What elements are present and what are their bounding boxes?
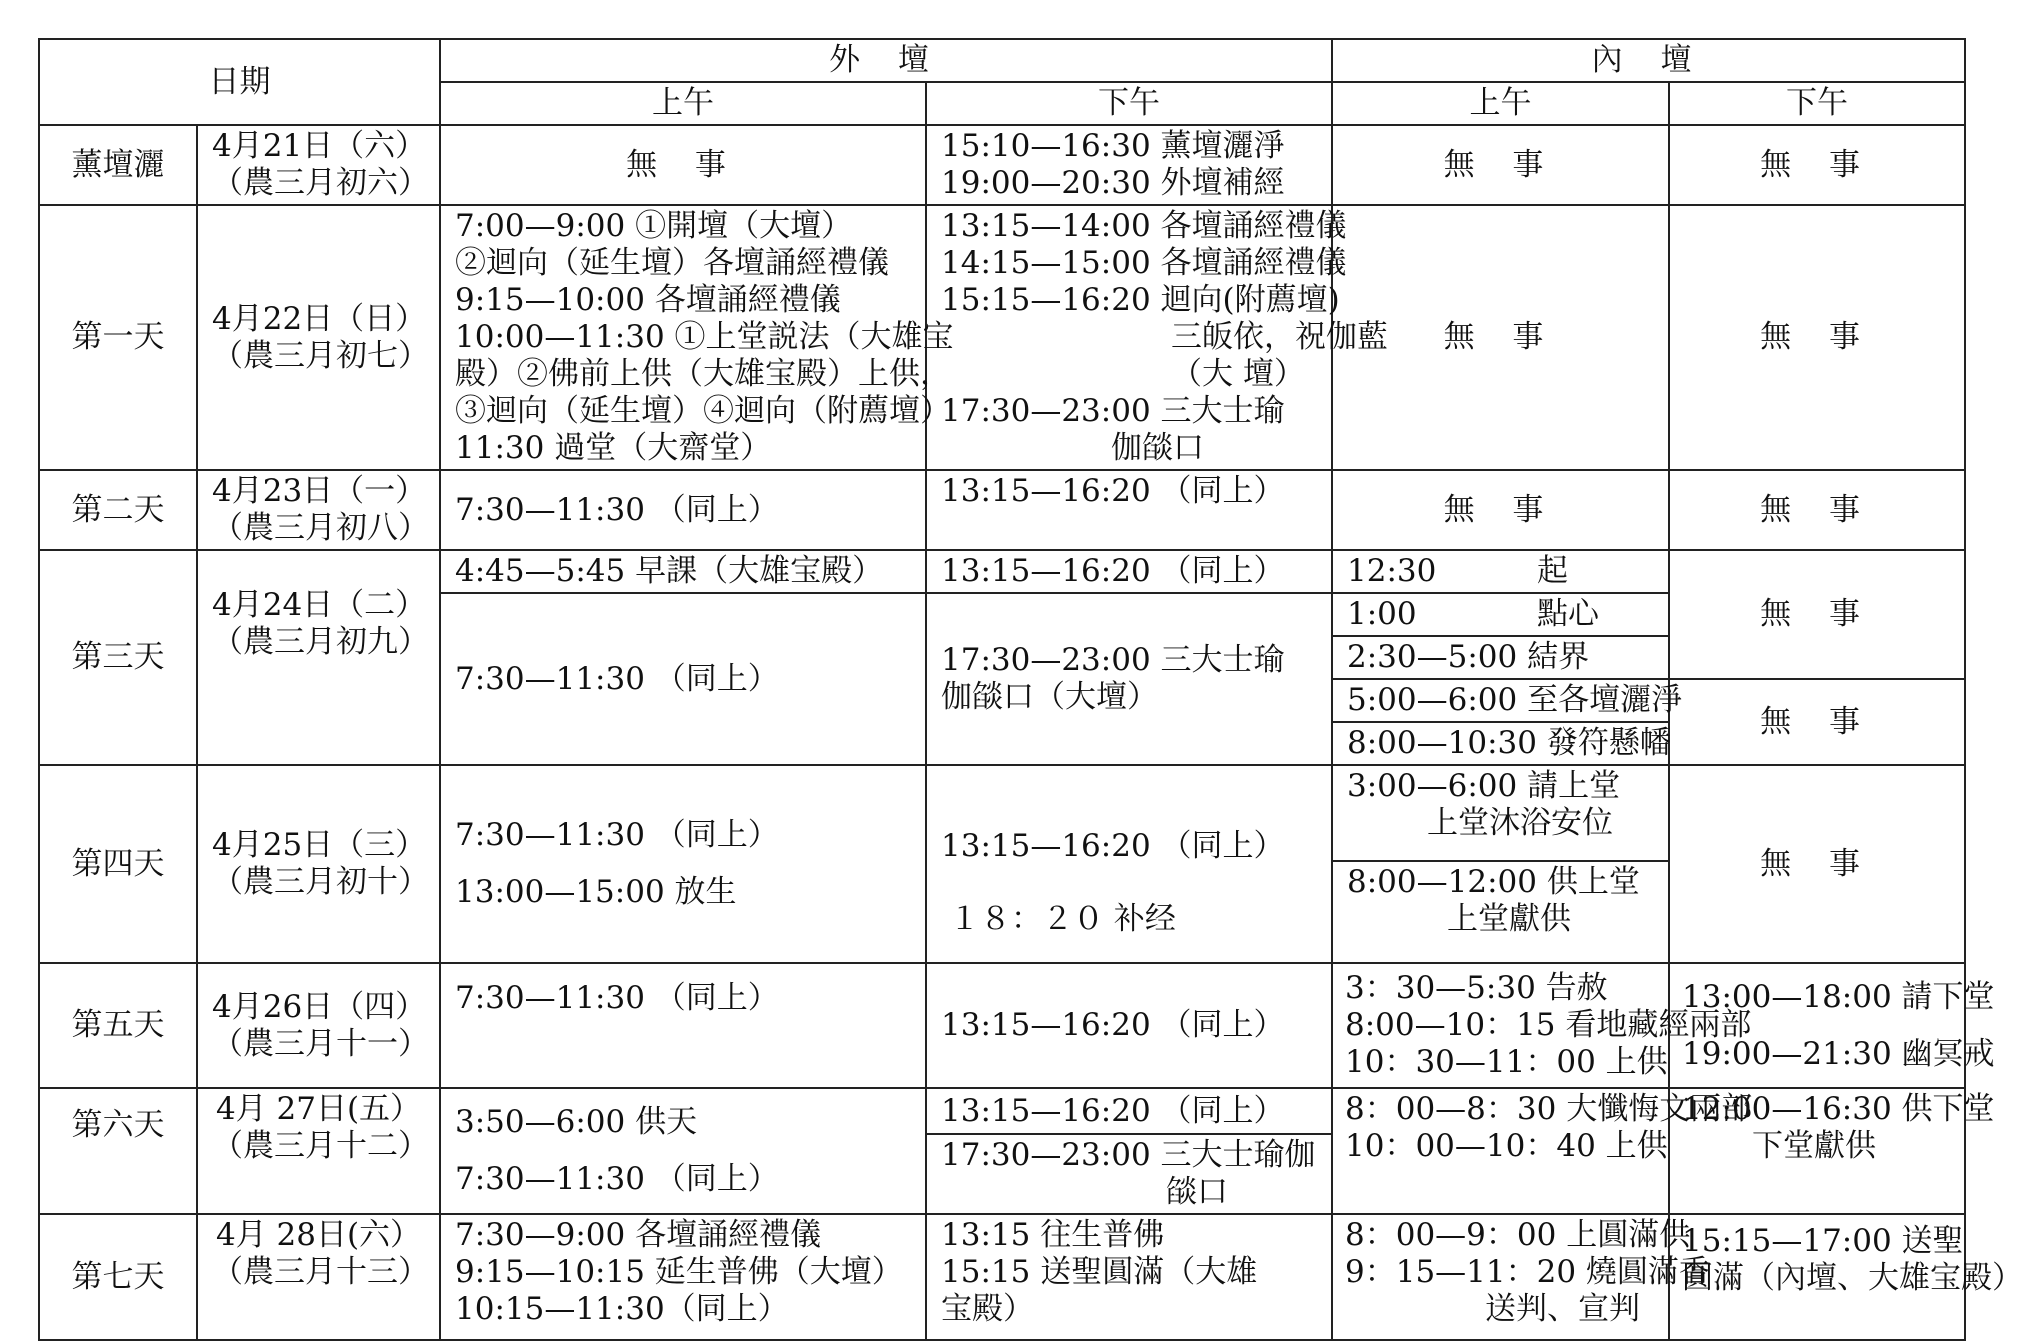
outer-pm-cell: 15:10—16:30 薰壇灑淨 19:00—20:30 外壇補經: [926, 125, 1332, 205]
day-label: 第七天: [39, 1214, 197, 1340]
outer-am-cell: 3:50—6:00 供天 7:30—11:30 （同上）: [440, 1088, 926, 1214]
table-row: [39, 963, 1965, 1088]
outer-am-cell: 7:00—9:00 ①開壇（大壇） ②迴向（延生壇）各壇誦經禮儀 9:15—10:00 各壇誦經禮儀 10:00—11:30 ①上堂説法（大雄宝 殿）②佛前上供（大雄宝殿）上供， ③迴向（延生壇）④迴向（附薦壇） 11:30 過堂（大齋堂）: [440, 205, 926, 470]
inner-am-cell: 8：00—8：30 大懺悔文兩部 10：00—10：40 上供: [1332, 1088, 1669, 1214]
outer-pm-cell: 13:15—14:00 各壇誦經禮儀 14:15—15:00 各壇誦經禮儀 15:15—16:20 迴向(附薦壇) 三皈依，祝伽藍 （大 壇） 17:30—23:00 三大士瑜 伽燄口: [926, 205, 1332, 470]
outer-pm-cell: 13:15—16:20 （同上）: [926, 470, 1332, 550]
day-label: 第三天: [39, 550, 197, 765]
table-row: [39, 205, 1965, 470]
outer-am-cell: 4:45—5:45 早課（大雄宝殿）: [440, 550, 926, 593]
inner-pm-cell: 無 事: [1669, 679, 1965, 765]
inner-pm-cell: 12:00—16:30 供下堂 下堂獻供: [1669, 1088, 1965, 1214]
day-date: 4月 27日(五） （農三月十二）: [197, 1088, 440, 1214]
inner-pm-cell: 無 事: [1669, 765, 1965, 963]
inner-am-cell: 5:00—6:00 至各壇灑淨: [1332, 679, 1669, 722]
inner-pm-cell: 無 事: [1669, 550, 1965, 679]
outer-pm-cell: 13:15—16:20 （同上）: [926, 550, 1332, 593]
outer-am-cell: 7:30—11:30 （同上）: [440, 963, 926, 1088]
ritual-schedule-table: [38, 38, 2023, 1341]
inner-am-cell: 無 事: [1332, 470, 1669, 550]
outer-pm-cell: 13:15—16:20 （同上）: [926, 1088, 1332, 1134]
outer-pm-cell: 13:15—16:20 （同上） １８：２０ 补经: [926, 765, 1332, 963]
header-inner-altar: 內 壇: [1332, 39, 1965, 82]
inner-am-cell: 無 事: [1332, 125, 1669, 205]
day-date: 4月21日（六） （農三月初六）: [197, 125, 440, 205]
outer-pm-cell: 13:15—16:20 （同上）: [926, 963, 1332, 1088]
table-row: [39, 125, 1965, 205]
table-row: [39, 1088, 1965, 1134]
header-outer-afternoon: 下午: [926, 82, 1332, 125]
day-date: 4月26日（四） （農三月十一）: [197, 963, 440, 1088]
day-label: 第四天: [39, 765, 197, 963]
table-row: [39, 765, 1965, 861]
inner-pm-cell: 無 事: [1669, 125, 1965, 205]
header-inner-morning: 上午: [1332, 82, 1669, 125]
inner-am-cell: 8:00—12:00 供上堂 上堂獻供: [1332, 861, 1669, 963]
table-row: [39, 1214, 1965, 1340]
table-row: [39, 550, 1965, 593]
outer-am-cell: 7:30—11:30 （同上） 13:00—15:00 放生: [440, 765, 926, 963]
header-outer-altar: 外 壇: [440, 39, 1332, 82]
inner-am-cell: 2:30—5:00 結界: [1332, 636, 1669, 679]
inner-pm-cell: 15:15—17:00 送聖 圓滿（內壇、大雄宝殿）: [1669, 1214, 1965, 1340]
header-inner-afternoon: 下午: [1669, 82, 1965, 125]
outer-am-cell: 7:30—11:30 （同上）: [440, 470, 926, 550]
day-date: 4月 28日(六） （農三月十三）: [197, 1214, 440, 1340]
inner-pm-cell: 13:00—18:00 請下堂 19:00—21:30 幽冥戒: [1669, 963, 1965, 1088]
inner-am-cell: 12:30 起: [1332, 550, 1669, 593]
day-date: 4月24日（二） （農三月初九）: [197, 550, 440, 765]
day-date: 4月23日（一） （農三月初八）: [197, 470, 440, 550]
outer-pm-cell: 13:15 往生普佛 15:15 送聖圓滿（大雄 宝殿）: [926, 1214, 1332, 1340]
inner-am-cell: 3：30—5:30 告赦 8:00—10：15 看地藏經兩部 10：30—11：00 上供: [1332, 963, 1669, 1088]
inner-pm-cell: 無 事: [1669, 470, 1965, 550]
outer-am-cell: 無 事: [440, 125, 926, 205]
inner-am-cell: 8：00—9：00 上圓滿供 9：15—11：20 燒圓滿香 送判、宣判: [1332, 1214, 1669, 1340]
inner-pm-cell: 無 事: [1669, 205, 1965, 470]
inner-am-cell: 無 事: [1332, 205, 1669, 470]
header-outer-morning: 上午: [440, 82, 926, 125]
header-date: 日期: [39, 39, 440, 125]
day-label: 第一天: [39, 205, 197, 470]
day-date: 4月25日（三） （農三月初十）: [197, 765, 440, 963]
outer-am-cell: 7:30—11:30 （同上）: [440, 593, 926, 765]
day-label: 第六天: [39, 1088, 197, 1214]
day-label: 薰壇灑: [39, 125, 197, 205]
table-row: [39, 470, 1965, 550]
inner-am-cell: 1:00 點心: [1332, 593, 1669, 636]
outer-pm-cell: 17:30—23:00 三大士瑜 伽燄口（大壇）: [926, 593, 1332, 765]
day-label: 第五天: [39, 963, 197, 1088]
inner-am-cell: 3:00—6:00 請上堂 上堂沐浴安位: [1332, 765, 1669, 861]
inner-am-cell: 8:00—10:30 發符懸幡: [1332, 722, 1669, 765]
outer-pm-cell: 17:30—23:00 三大士瑜伽 燄口: [926, 1134, 1332, 1214]
day-date: 4月22日（日） （農三月初七）: [197, 205, 440, 470]
day-label: 第二天: [39, 470, 197, 550]
outer-am-cell: 7:30—9:00 各壇誦經禮儀 9:15—10:15 延生普佛（大壇） 10:15—11:30（同上）: [440, 1214, 926, 1340]
